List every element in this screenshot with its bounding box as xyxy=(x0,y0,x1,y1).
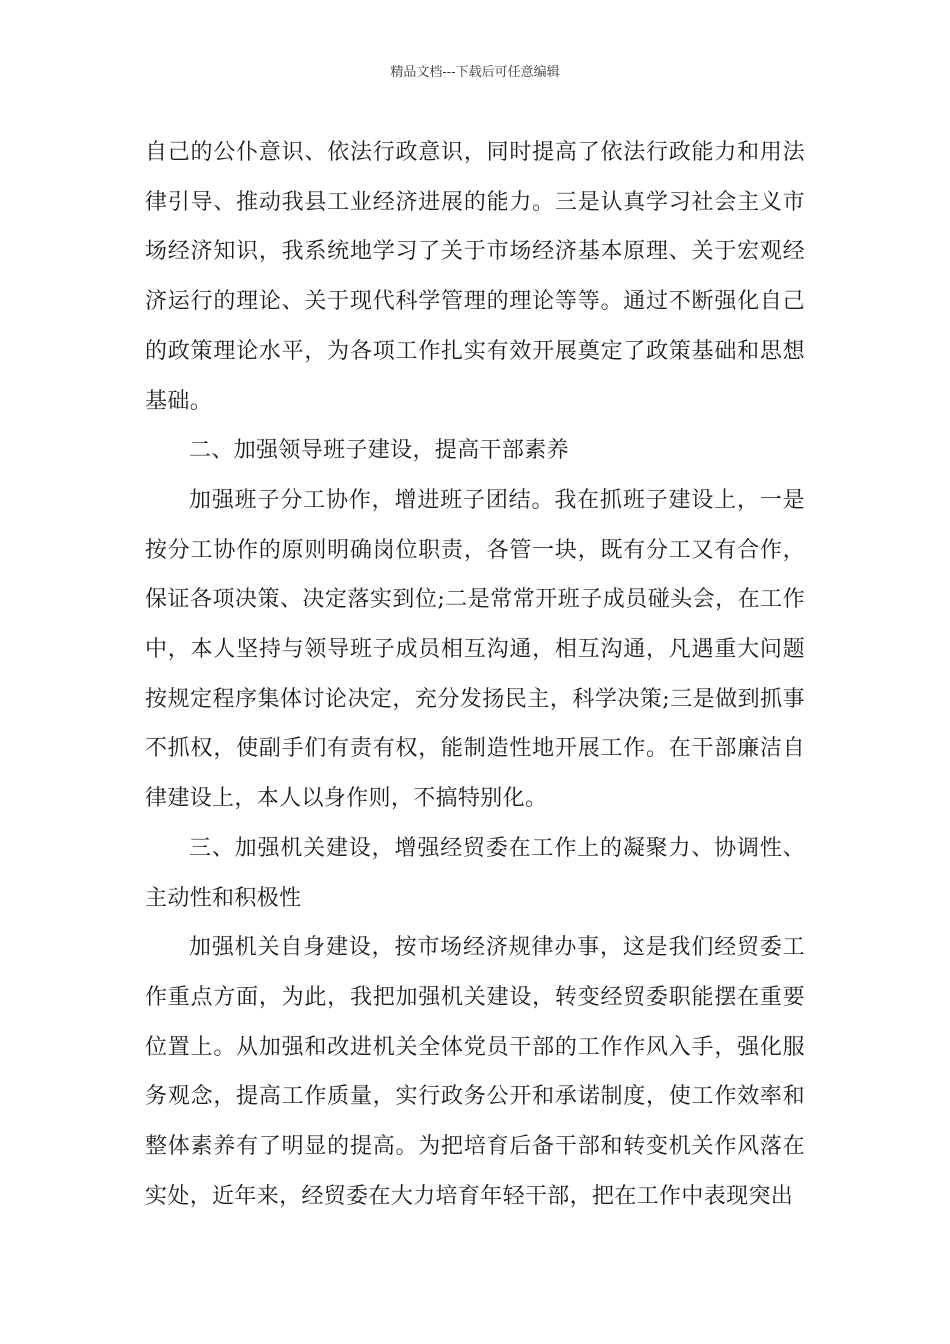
paragraph-leadership: 加强班子分工协作，增进班子团结。我在抓班子建设上，一是按分工协作的原则明确岗位职责，各管一块，既有分工又有合作，保证各项决策、决定落实到位;二是常常开班子成员碰头会，在工作中，本人坚持与领导班子成员相互沟通，相互沟通，凡遇重大问题按规定程序集体讨论决定，充分发扬民主，科学决策;三是做到抓事不抓权，使副手们有责有权，能制造性地开展工作。在干部廉洁自律建设上，本人以身作则，不搞特别化。 xyxy=(145,487,805,812)
section-heading-leadership: 二、加强领导班子建设，提高干部素养 xyxy=(189,438,569,464)
paragraph-continuation: 自己的公仆意识、依法行政意识，同时提高了依法行政能力和用法律引导、推动我县工业经济进展的能力。三是认真学习社会主义市场经济知识，我系统地学习了关于市场经济基本原理、关于宏观经济运行的理论、关于现代科学管理的理论等等。通过不断强化自己的政策理论水平，为各项工作扎实有效开展奠定了政策基础和思想基础。 xyxy=(145,140,805,414)
page-header: 精品文档---下载后可任意编辑 xyxy=(390,65,560,80)
section-heading-organization: 三、加强机关建设，增强经贸委在工作上的凝聚力、协调性、主动性和积极性 xyxy=(145,835,805,911)
paragraph-organization: 加强机关自身建设，按市场经济规律办事，这是我们经贸委工作重点方面，为此，我把加强机关建设，转变经贸委职能摆在重要位置上。从加强和改进机关全体党员干部的工作作风入手，强化服务观念，提高工作质量，实行政务公开和承诺制度，使工作效率和整体素养有了明显的提高。为把培育后备干部和转变机关作风落在实处，近年来，经贸委在大力培育年轻干部，把在工作中表现突出 xyxy=(145,935,805,1209)
document-body xyxy=(145,128,805,1221)
